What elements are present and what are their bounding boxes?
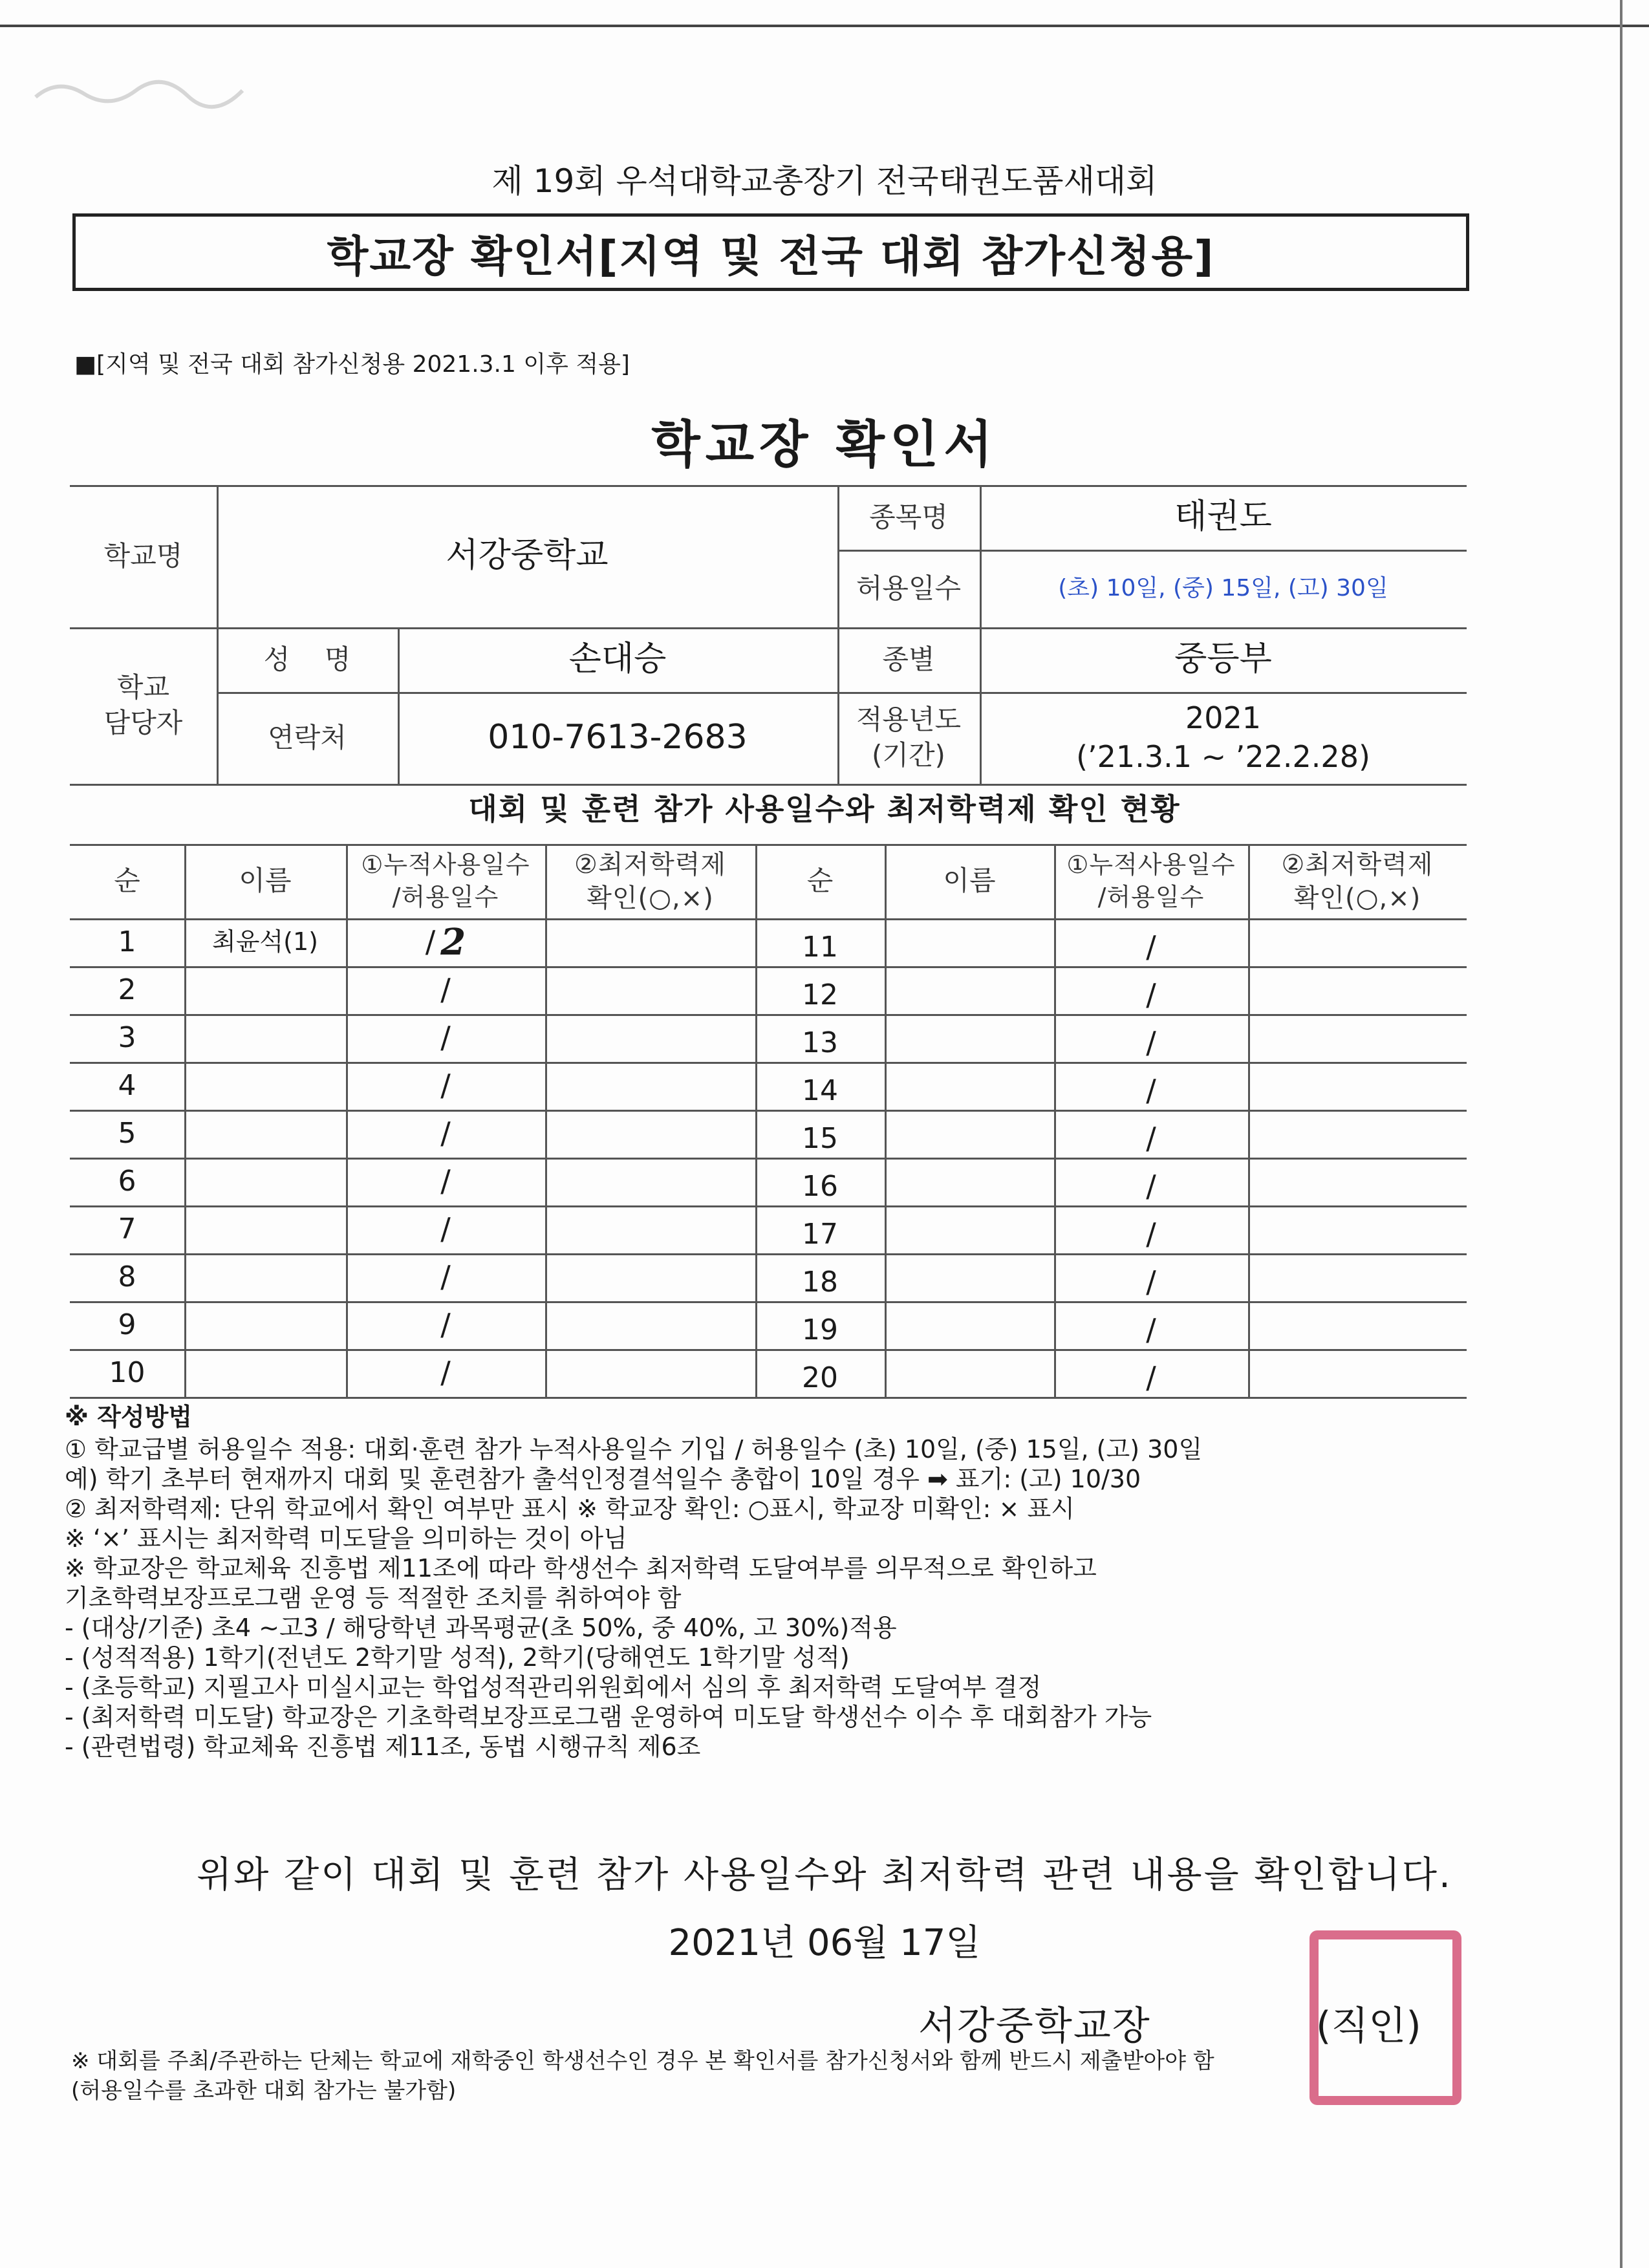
- main-title: 학교장 확인서: [651, 416, 998, 474]
- days-separator: /: [440, 1259, 451, 1295]
- academic-check: [545, 1301, 755, 1349]
- student-name: [184, 1062, 346, 1110]
- student-name: 최윤석(1): [212, 927, 318, 956]
- days-separator: /: [425, 924, 436, 960]
- event-value: 태권도: [1174, 497, 1272, 537]
- school-name-value: 서강중학교: [446, 536, 609, 576]
- days-cell: [346, 918, 545, 966]
- days-separator: /: [440, 1068, 451, 1103]
- row-number: 7: [118, 1213, 136, 1246]
- days-separator: /: [1146, 977, 1156, 1013]
- days-separator: /: [1146, 1073, 1156, 1108]
- header-academic-left: ②최저학력제 확인(○,×): [574, 849, 727, 913]
- row-number: 13: [802, 1026, 838, 1060]
- days-separator: /: [1146, 929, 1156, 965]
- student-name: [885, 1301, 1054, 1349]
- event-title: 제 19회 우석대학교총장기 전국태권도품새대회: [491, 162, 1158, 200]
- row-number: 15: [802, 1122, 838, 1156]
- section-title: 대회 및 훈련 참가 사용일수와 최저학력제 확인 현황: [468, 792, 1181, 826]
- academic-check: [545, 918, 755, 966]
- row-number: 20: [802, 1361, 838, 1395]
- manager-name-value: 손대승: [568, 640, 667, 679]
- days-separator: /: [1146, 1216, 1156, 1252]
- row-number: 18: [802, 1266, 838, 1299]
- form-title: 학교장 확인서[지역 및 전국 대회 참가신청용]: [327, 231, 1215, 281]
- handwritten-days-used: 2: [440, 920, 466, 964]
- year-label: 적용년도 (기간): [856, 704, 962, 771]
- method-line: ※ ‘×’ 표시는 최저학력 미도달을 의미하는 것이 아님: [65, 1524, 627, 1553]
- student-name: [184, 1110, 346, 1158]
- header-days-left: ①누적사용일수 /허용일수: [361, 850, 530, 911]
- event-label: 종목명: [869, 501, 948, 533]
- days-separator: /: [1146, 1312, 1156, 1348]
- method-line: - (대상/기준) 초4 ~고3 / 해당학년 과목평균(초 50%, 중 40%, 고 30%)적용: [65, 1614, 897, 1642]
- days-cell: [346, 1062, 545, 1110]
- category-label: 종별: [882, 643, 935, 675]
- days-cell: [346, 1349, 545, 1397]
- contact-value: 010-7613-2683: [488, 718, 748, 757]
- header-name-right: 이름: [943, 865, 996, 897]
- academic-check: [545, 1014, 755, 1062]
- days-cell: [346, 1301, 545, 1349]
- academic-check: [545, 1110, 755, 1158]
- form-title-box: [72, 213, 1469, 291]
- manager-name-label: 성 명: [263, 643, 351, 675]
- method-line: ② 최저학력제: 단위 학교에서 확인 여부만 표시 ※ 학교장 확인: ○표시, 학교장 미확인: × 표시: [65, 1495, 1075, 1523]
- student-name: [885, 1349, 1054, 1397]
- days-separator: /: [1146, 1025, 1156, 1061]
- academic-check: [1248, 1301, 1467, 1349]
- applicability-note: ■[지역 및 전국 대회 참가신청용 2021.3.1 이후 적용]: [74, 351, 630, 378]
- academic-check: [1248, 1110, 1467, 1158]
- days-cell: [346, 1253, 545, 1301]
- days-cell: [346, 1110, 545, 1158]
- row-number: 19: [802, 1313, 838, 1347]
- closing-statement: 위와 같이 대회 및 훈련 참가 사용일수와 최저학력 관련 내용을 확인합니다.: [197, 1854, 1452, 1896]
- header-days-right: ①누적사용일수 /허용일수: [1066, 850, 1236, 911]
- student-name: [184, 1253, 346, 1301]
- issue-date: 2021년 06월 17일: [668, 1922, 981, 1964]
- header-academic-right: ②최저학력제 확인(○,×): [1281, 849, 1434, 913]
- student-name: [885, 1158, 1054, 1205]
- row-number: 17: [802, 1218, 838, 1251]
- days-separator: /: [440, 1020, 451, 1055]
- row-number: 6: [118, 1165, 136, 1198]
- method-line: ① 학교급별 허용일수 적용: 대회·훈련 참가 누적사용일수 기입 / 허용일수 (초) 10일, (중) 15일, (고) 30일: [65, 1435, 1203, 1463]
- days-separator: /: [1146, 1264, 1156, 1300]
- academic-check: [1248, 1349, 1467, 1397]
- row-number: 4: [118, 1069, 136, 1103]
- days-separator: /: [1146, 1121, 1156, 1156]
- days-cell: [346, 966, 545, 1014]
- row-number: 8: [118, 1260, 136, 1294]
- academic-check: [1248, 1253, 1467, 1301]
- student-name: [184, 966, 346, 1014]
- days-separator: /: [440, 1355, 451, 1390]
- days-cell: [346, 1205, 545, 1253]
- seal-label: (직인): [1316, 2003, 1421, 2049]
- academic-check: [1248, 918, 1467, 966]
- academic-check: [545, 966, 755, 1014]
- student-name: [885, 1062, 1054, 1110]
- year-value: 2021 (’21.3.1 ~ ’22.2.28): [1076, 700, 1370, 774]
- footnote: ※ 대회를 주최/주관하는 단체는 학교에 재학중인 학생선수인 경우 본 확인서를 참가신청서와 함께 반드시 제출받아야 함 (허용일수를 초과한 대회 참가는 불가함): [71, 2048, 1214, 2104]
- header-name-left: 이름: [239, 865, 292, 897]
- days-cell: [346, 1158, 545, 1205]
- method-line: - (최저학력 미도달) 학교장은 기초학력보장프로그램 운영하여 미도달 학생선수 이수 후 대회참가 가능: [65, 1703, 1152, 1731]
- allowed-days-label: 허용일수: [856, 572, 962, 604]
- student-name: [885, 1014, 1054, 1062]
- row-number: 14: [802, 1074, 838, 1108]
- academic-check: [545, 1062, 755, 1110]
- contact-label: 연락처: [268, 721, 347, 753]
- days-separator: /: [1146, 1360, 1156, 1396]
- student-name: [184, 1205, 346, 1253]
- student-name: [885, 966, 1054, 1014]
- school-name-label: 학교명: [103, 539, 183, 572]
- academic-check: [1248, 1205, 1467, 1253]
- student-name: [885, 918, 1054, 966]
- method-line: - (관련법령) 학교체육 진흥법 제11조, 동법 시행규칙 제6조: [65, 1733, 701, 1761]
- days-separator: /: [440, 1307, 451, 1343]
- days-cell: [346, 1014, 545, 1062]
- days-separator: /: [440, 972, 451, 1008]
- row-number: 1: [118, 925, 136, 959]
- academic-check: [1248, 1014, 1467, 1062]
- student-name: [184, 1014, 346, 1062]
- academic-check: [1248, 1062, 1467, 1110]
- row-number: 10: [109, 1356, 146, 1390]
- academic-check: [545, 1349, 755, 1397]
- header-no-left: 순: [114, 865, 140, 897]
- student-name: [184, 1349, 346, 1397]
- days-separator: /: [1146, 1169, 1156, 1204]
- days-separator: /: [440, 1163, 451, 1199]
- method-heading: ※ 작성방법: [65, 1403, 193, 1431]
- student-name: [184, 1301, 346, 1349]
- allowed-days-value: (초) 10일, (중) 15일, (고) 30일: [1058, 574, 1388, 601]
- category-value: 중등부: [1174, 640, 1272, 679]
- academic-check: [545, 1205, 755, 1253]
- row-number: 16: [802, 1170, 838, 1204]
- method-line: 예) 학기 초부터 현재까지 대회 및 훈련참가 출석인정결석일수 총합이 10일 경우 ➡ 표기: (고) 10/30: [65, 1465, 1141, 1493]
- row-number: 5: [118, 1117, 136, 1150]
- method-line: - (초등학교) 지필고사 미실시교는 학업성적관리위원회에서 심의 후 최저학력 도달여부 결정: [65, 1673, 1042, 1701]
- scan-smudge: [32, 71, 246, 116]
- student-name: [184, 1158, 346, 1205]
- student-name: [885, 1205, 1054, 1253]
- row-number: 11: [802, 931, 838, 964]
- days-separator: /: [440, 1211, 451, 1247]
- academic-check: [1248, 1158, 1467, 1205]
- row-number: 3: [118, 1021, 136, 1055]
- student-name: [885, 1253, 1054, 1301]
- row-number: 9: [118, 1308, 136, 1342]
- header-no-right: 순: [806, 865, 834, 897]
- method-line: 기초학력보장프로그램 운영 등 적절한 조치를 취하여야 함: [65, 1584, 682, 1612]
- academic-check: [1248, 966, 1467, 1014]
- student-name: [885, 1110, 1054, 1158]
- row-number: 12: [802, 978, 838, 1012]
- days-separator: /: [440, 1116, 451, 1151]
- method-line: - (성적적용) 1학기(전년도 2학기말 성적), 2학기(당해연도 1학기말 성적): [65, 1643, 850, 1672]
- row-number: 2: [118, 973, 136, 1007]
- principal-name: 서강중학교장: [918, 2003, 1151, 2049]
- academic-check: [545, 1253, 755, 1301]
- academic-check: [545, 1158, 755, 1205]
- manager-label: 학교 담당자: [103, 671, 183, 739]
- method-line: ※ 학교장은 학교체육 진흥법 제11조에 따라 학생선수 최저학력 도달여부를 의무적으로 확인하고: [65, 1554, 1097, 1582]
- scan-top-edge: [0, 25, 1649, 27]
